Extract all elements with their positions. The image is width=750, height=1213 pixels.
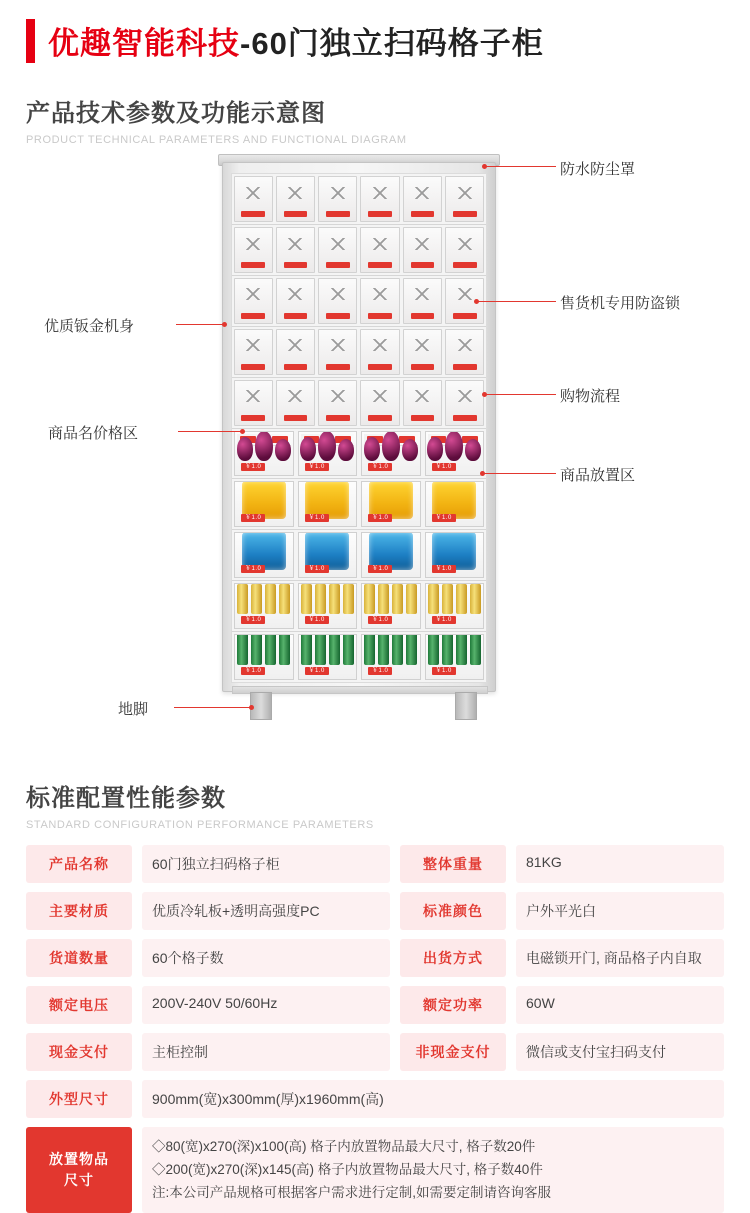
product-image-berries xyxy=(362,438,420,462)
locker-cell xyxy=(276,380,315,426)
product-cell xyxy=(298,583,358,629)
locker-label xyxy=(453,415,477,421)
product-image-cans xyxy=(235,641,293,665)
price-tag: ￥1.0 xyxy=(305,463,329,471)
product-image-snack xyxy=(235,539,293,563)
product-cell xyxy=(425,532,485,578)
spec-value: 主柜控制 xyxy=(142,1033,390,1071)
product-cell xyxy=(298,481,358,527)
product-image-snack xyxy=(299,488,357,512)
locker-label xyxy=(326,415,350,421)
callout-foot: 地脚 xyxy=(118,701,149,718)
product-row-snacks-blue xyxy=(232,530,486,581)
product-cell xyxy=(361,431,421,477)
goods-size-line-1: ◇80(宽)x270(深)x100(高) 格子内放置物品最大尺寸, 格子数20件 xyxy=(152,1139,536,1154)
locker-cell xyxy=(318,278,357,324)
locker-cell xyxy=(403,227,442,273)
price-tag: ￥1.0 xyxy=(241,565,265,573)
locker-label xyxy=(411,211,435,217)
locker-row xyxy=(232,378,486,429)
locker-cell xyxy=(360,278,399,324)
spec-label: 货道数量 xyxy=(26,939,132,977)
price-tag: ￥1.0 xyxy=(368,565,392,573)
spec-grid xyxy=(26,845,724,1213)
spec-label: 整体重量 xyxy=(400,845,506,883)
spec-table xyxy=(0,845,750,1213)
product-row-snacks-yellow xyxy=(232,479,486,530)
locker-label xyxy=(284,415,308,421)
product-cell xyxy=(298,634,358,680)
product-image-cans xyxy=(362,590,420,614)
price-tag: ￥1.0 xyxy=(432,616,456,624)
spec-value: 优质冷轧板+透明高强度PC xyxy=(142,892,390,930)
page-title xyxy=(48,18,544,63)
locker-label xyxy=(284,364,308,370)
locker-cell xyxy=(276,176,315,222)
goods-label-line-2: 尺寸 xyxy=(64,1171,94,1188)
callout-line-price-area xyxy=(178,431,242,432)
locker-label xyxy=(411,262,435,268)
locker-label xyxy=(284,313,308,319)
callout-product-area: 商品放置区 xyxy=(560,467,636,484)
locker-cell xyxy=(234,278,273,324)
price-tag: ￥1.0 xyxy=(241,616,265,624)
product-row-cans-green xyxy=(232,632,486,682)
product-cell xyxy=(361,583,421,629)
product-image-snack xyxy=(426,539,484,563)
locker-label xyxy=(368,415,392,421)
spec-label: 额定功率 xyxy=(400,986,506,1024)
price-tag: ￥1.0 xyxy=(241,667,265,675)
locker-label xyxy=(326,313,350,319)
locker-cell xyxy=(360,380,399,426)
product-cell xyxy=(425,481,485,527)
locker-row xyxy=(232,174,486,225)
spec-label: 非现金支付 xyxy=(400,1033,506,1071)
locker-label xyxy=(411,415,435,421)
callout-line-dust-cover xyxy=(484,166,556,167)
product-row-cans-gold xyxy=(232,581,486,632)
locker-label xyxy=(368,262,392,268)
callout-line-product-area xyxy=(482,473,556,474)
price-tag: ￥1.0 xyxy=(241,514,265,522)
product-image-berries xyxy=(235,438,293,462)
product-cell xyxy=(234,431,294,477)
price-tag: ￥1.0 xyxy=(305,514,329,522)
spec-value: 200V-240V 50/60Hz xyxy=(142,986,390,1024)
product-cell xyxy=(234,532,294,578)
locker-label xyxy=(284,211,308,217)
product-image-cans xyxy=(362,641,420,665)
locker-label xyxy=(368,211,392,217)
brand-name: 优趣智能科技 xyxy=(48,26,240,61)
locker-label xyxy=(241,415,265,421)
locker-cell xyxy=(445,176,484,222)
locker-cell xyxy=(445,380,484,426)
price-tag: ￥1.0 xyxy=(432,514,456,522)
product-cell xyxy=(425,583,485,629)
callout-dust-cover: 防水防尘罩 xyxy=(560,161,636,178)
locker-label xyxy=(453,313,477,319)
locker-cell xyxy=(403,278,442,324)
vending-machine-body xyxy=(222,162,496,692)
locker-cell xyxy=(360,227,399,273)
locker-cell xyxy=(276,227,315,273)
product-image-snack xyxy=(235,488,293,512)
callout-line-lock xyxy=(476,301,556,302)
locker-cell xyxy=(234,227,273,273)
price-tag: ￥1.0 xyxy=(432,667,456,675)
goods-size-note: 注:本公司产品规格可根据客户需求进行定制,如需要定制请咨询客服 xyxy=(152,1185,552,1201)
spec-label-dimensions: 外型尺寸 xyxy=(26,1080,132,1118)
locker-cell xyxy=(318,176,357,222)
spec-label: 标准颜色 xyxy=(400,892,506,930)
locker-label xyxy=(453,364,477,370)
section-specs-heading xyxy=(0,778,750,831)
product-image-snack xyxy=(299,539,357,563)
locker-label xyxy=(326,364,350,370)
product-cell xyxy=(298,431,358,477)
locker-label xyxy=(411,364,435,370)
locker-label xyxy=(453,262,477,268)
product-cell xyxy=(234,481,294,527)
locker-cell xyxy=(360,176,399,222)
spec-label: 出货方式 xyxy=(400,939,506,977)
locker-label xyxy=(368,364,392,370)
locker-label xyxy=(453,211,477,217)
callout-price-area: 商品名价格区 xyxy=(48,425,139,442)
locker-label xyxy=(241,313,265,319)
product-cell xyxy=(234,583,294,629)
spec-value-dimensions: 900mm(宽)x300mm(厚)x1960mm(高) xyxy=(142,1080,724,1118)
price-tag: ￥1.0 xyxy=(305,565,329,573)
locker-label xyxy=(326,211,350,217)
spec-label-goods-size xyxy=(26,1127,132,1213)
locker-cell xyxy=(234,176,273,222)
callout-line-flow xyxy=(484,394,556,395)
spec-label: 额定电压 xyxy=(26,986,132,1024)
spec-label: 现金支付 xyxy=(26,1033,132,1071)
locker-label xyxy=(326,262,350,268)
spec-label: 主要材质 xyxy=(26,892,132,930)
product-image-snack xyxy=(426,488,484,512)
locker-cell xyxy=(318,329,357,375)
product-cell xyxy=(234,634,294,680)
product-image-cans xyxy=(235,590,293,614)
product-cell xyxy=(361,532,421,578)
locker-cell xyxy=(234,380,273,426)
locker-row xyxy=(232,225,486,276)
section2-subtitle: STANDARD CONFIGURATION PERFORMANCE PARAMETERS xyxy=(26,819,374,831)
locker-label xyxy=(368,313,392,319)
product-image-berries xyxy=(426,438,484,462)
locker-row xyxy=(232,327,486,378)
locker-cell xyxy=(403,176,442,222)
locker-cell xyxy=(234,329,273,375)
locker-cell xyxy=(360,329,399,375)
callout-cabinet-body: 优质钣金机身 xyxy=(44,318,135,335)
product-image-snack xyxy=(362,539,420,563)
callout-line-cabinet-body xyxy=(176,324,224,325)
callout-shopping-flow: 购物流程 xyxy=(560,388,621,405)
spec-value: 微信或支付宝扫码支付 xyxy=(516,1033,724,1071)
locker-row xyxy=(232,276,486,327)
price-tag: ￥1.0 xyxy=(432,463,456,471)
page-header xyxy=(0,0,750,69)
locker-label xyxy=(241,211,265,217)
locker-cell xyxy=(445,329,484,375)
price-tag: ￥1.0 xyxy=(241,463,265,471)
price-tag: ￥1.0 xyxy=(305,667,329,675)
product-image-cans xyxy=(426,641,484,665)
price-tag: ￥1.0 xyxy=(368,667,392,675)
product-image-cans xyxy=(299,590,357,614)
locker-cell xyxy=(403,380,442,426)
spec-label-goods-size-text xyxy=(49,1149,109,1191)
product-row-berries xyxy=(232,429,486,480)
section2-title: 标准配置性能参数 xyxy=(26,785,226,812)
price-tag: ￥1.0 xyxy=(368,463,392,471)
spec-value: 电磁锁开门, 商品格子内自取 xyxy=(516,939,724,977)
spec-value: 60个格子数 xyxy=(142,939,390,977)
product-cell xyxy=(361,481,421,527)
header-accent-bar xyxy=(26,19,35,63)
price-tag: ￥1.0 xyxy=(305,616,329,624)
product-diagram xyxy=(0,154,750,754)
spec-label: 产品名称 xyxy=(26,845,132,883)
locker-label xyxy=(284,262,308,268)
product-cell xyxy=(361,634,421,680)
spec-value: 户外平光白 xyxy=(516,892,724,930)
machine-leg-right xyxy=(455,692,477,720)
callout-lock: 售货机专用防盗锁 xyxy=(560,295,681,312)
price-tag: ￥1.0 xyxy=(368,514,392,522)
locker-cell xyxy=(276,329,315,375)
product-cell xyxy=(425,431,485,477)
price-tag: ￥1.0 xyxy=(432,565,456,573)
section1-title: 产品技术参数及功能示意图 xyxy=(26,100,326,127)
locker-cell xyxy=(445,227,484,273)
locker-label xyxy=(241,262,265,268)
spec-value: 60门独立扫码格子柜 xyxy=(142,845,390,883)
spec-value: 60W xyxy=(516,986,724,1024)
locker-cell xyxy=(276,278,315,324)
product-image-snack xyxy=(362,488,420,512)
callout-line-foot xyxy=(174,707,252,708)
product-image-berries xyxy=(299,438,357,462)
section-diagram-heading xyxy=(0,93,750,146)
locker-label xyxy=(241,364,265,370)
machine-inner-grid xyxy=(231,173,487,683)
goods-label-line-1: 放置物品 xyxy=(49,1150,109,1167)
section1-subtitle: PRODUCT TECHNICAL PARAMETERS AND FUNCTIONAL DIAGRAM xyxy=(26,134,407,146)
price-tag: ￥1.0 xyxy=(368,616,392,624)
product-image-cans xyxy=(299,641,357,665)
spec-value: 81KG xyxy=(516,845,724,883)
goods-size-line-2: ◇200(宽)x270(深)x145(高) 格子内放置物品最大尺寸, 格子数40件 xyxy=(152,1162,543,1178)
product-image-cans xyxy=(426,590,484,614)
product-cell xyxy=(425,634,485,680)
locker-label xyxy=(411,313,435,319)
spec-value-goods-size xyxy=(142,1127,724,1213)
product-model: -60门独立扫码格子柜 xyxy=(240,26,544,61)
locker-cell xyxy=(318,227,357,273)
product-cell xyxy=(298,532,358,578)
locker-cell xyxy=(318,380,357,426)
locker-cell xyxy=(403,329,442,375)
